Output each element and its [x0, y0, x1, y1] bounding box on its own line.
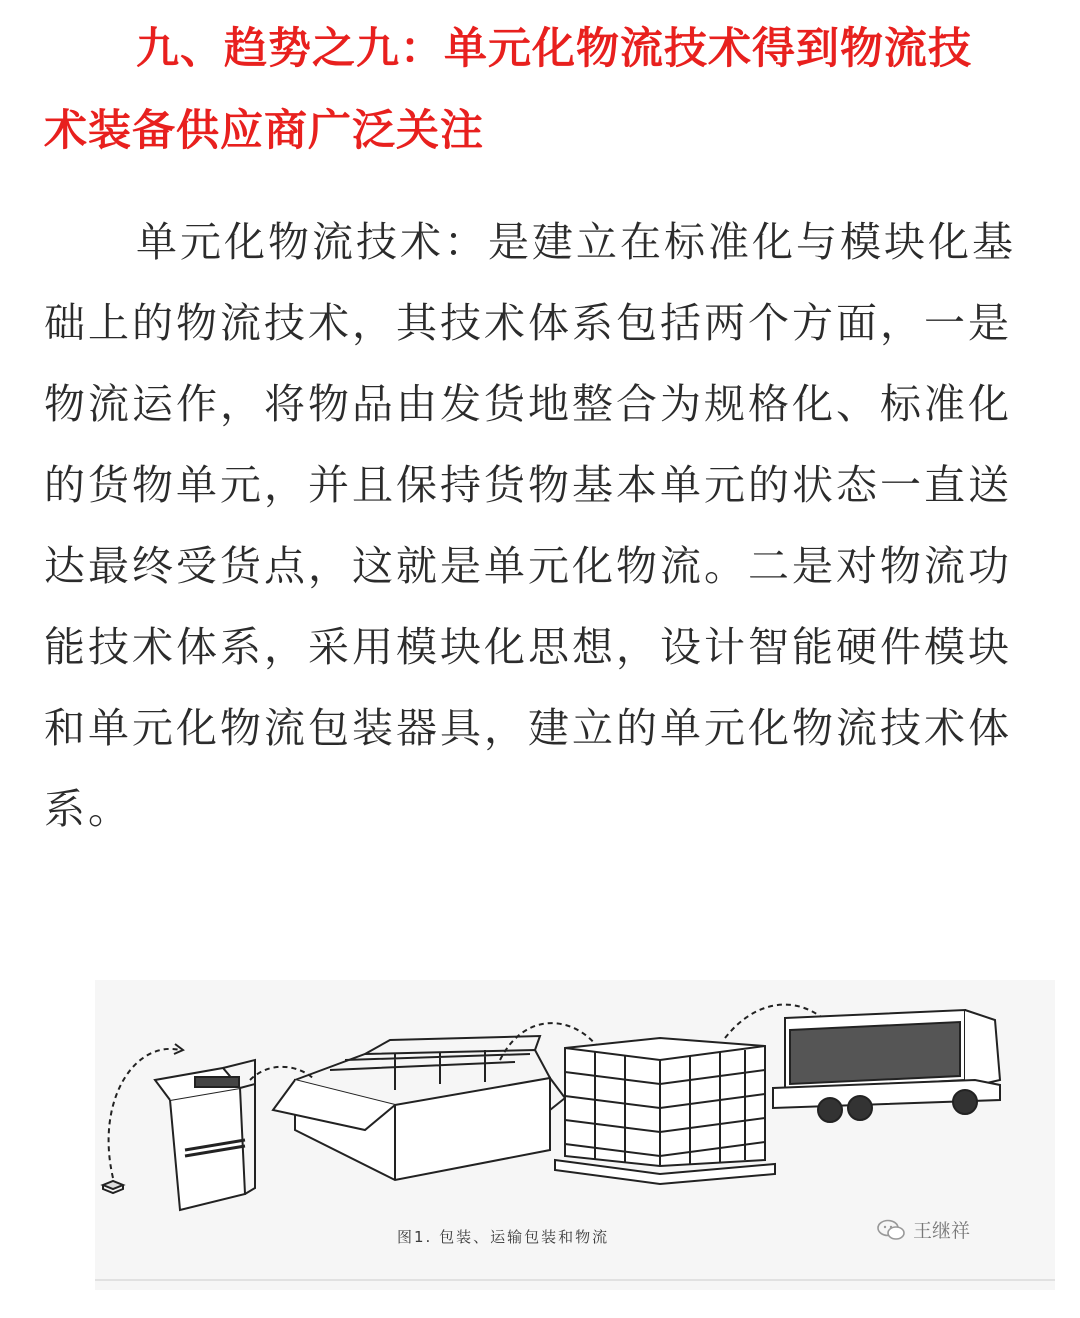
body-line-4: 的货物单元，并且保持货物基本单元的状态一直送 [44, 461, 1012, 509]
arrow-2 [250, 1067, 315, 1080]
body-line-2: 础上的物流技术，其技术体系包括两个方面，一是 [44, 299, 1012, 347]
body-line-5: 达最终受货点，这就是单元化物流。二是对物流功 [44, 542, 1012, 590]
unit-logistics-figure [95, 980, 1055, 1290]
heading-line-1: 九、趋势之九：单元化物流技术得到物流技 [136, 24, 972, 74]
section-heading [44, 8, 1044, 172]
open-carton-icon [273, 1036, 565, 1180]
watermark-author: 王继祥 [913, 1220, 971, 1242]
body-paragraph [44, 202, 1036, 850]
wechat-icon [877, 1219, 905, 1241]
body-line-3: 物流运作，将物品由发货地整合为规格化、标准化 [44, 380, 1012, 428]
small-item-icon [103, 1181, 123, 1193]
heading-line-2: 术装备供应商广泛关注 [44, 106, 484, 156]
arrow-1 [109, 1049, 180, 1178]
body-line-7: 和单元化物流包装器具，建立的单元化物流技术体 [44, 704, 1012, 752]
body-line-1: 单元化物流技术：是建立在标准化与模块化基 [136, 218, 1016, 266]
figure-caption: 图1. 包装、运输包装和物流 [397, 1228, 610, 1246]
truck-icon [773, 1010, 1000, 1122]
body-line-8: 系。 [44, 785, 132, 833]
body-line-6: 能技术体系，采用模块化思想，设计智能硬件模块 [44, 623, 1012, 671]
tall-carton-icon [155, 1060, 255, 1210]
pallet-load-icon [555, 1038, 775, 1184]
author-watermark [877, 1216, 970, 1243]
